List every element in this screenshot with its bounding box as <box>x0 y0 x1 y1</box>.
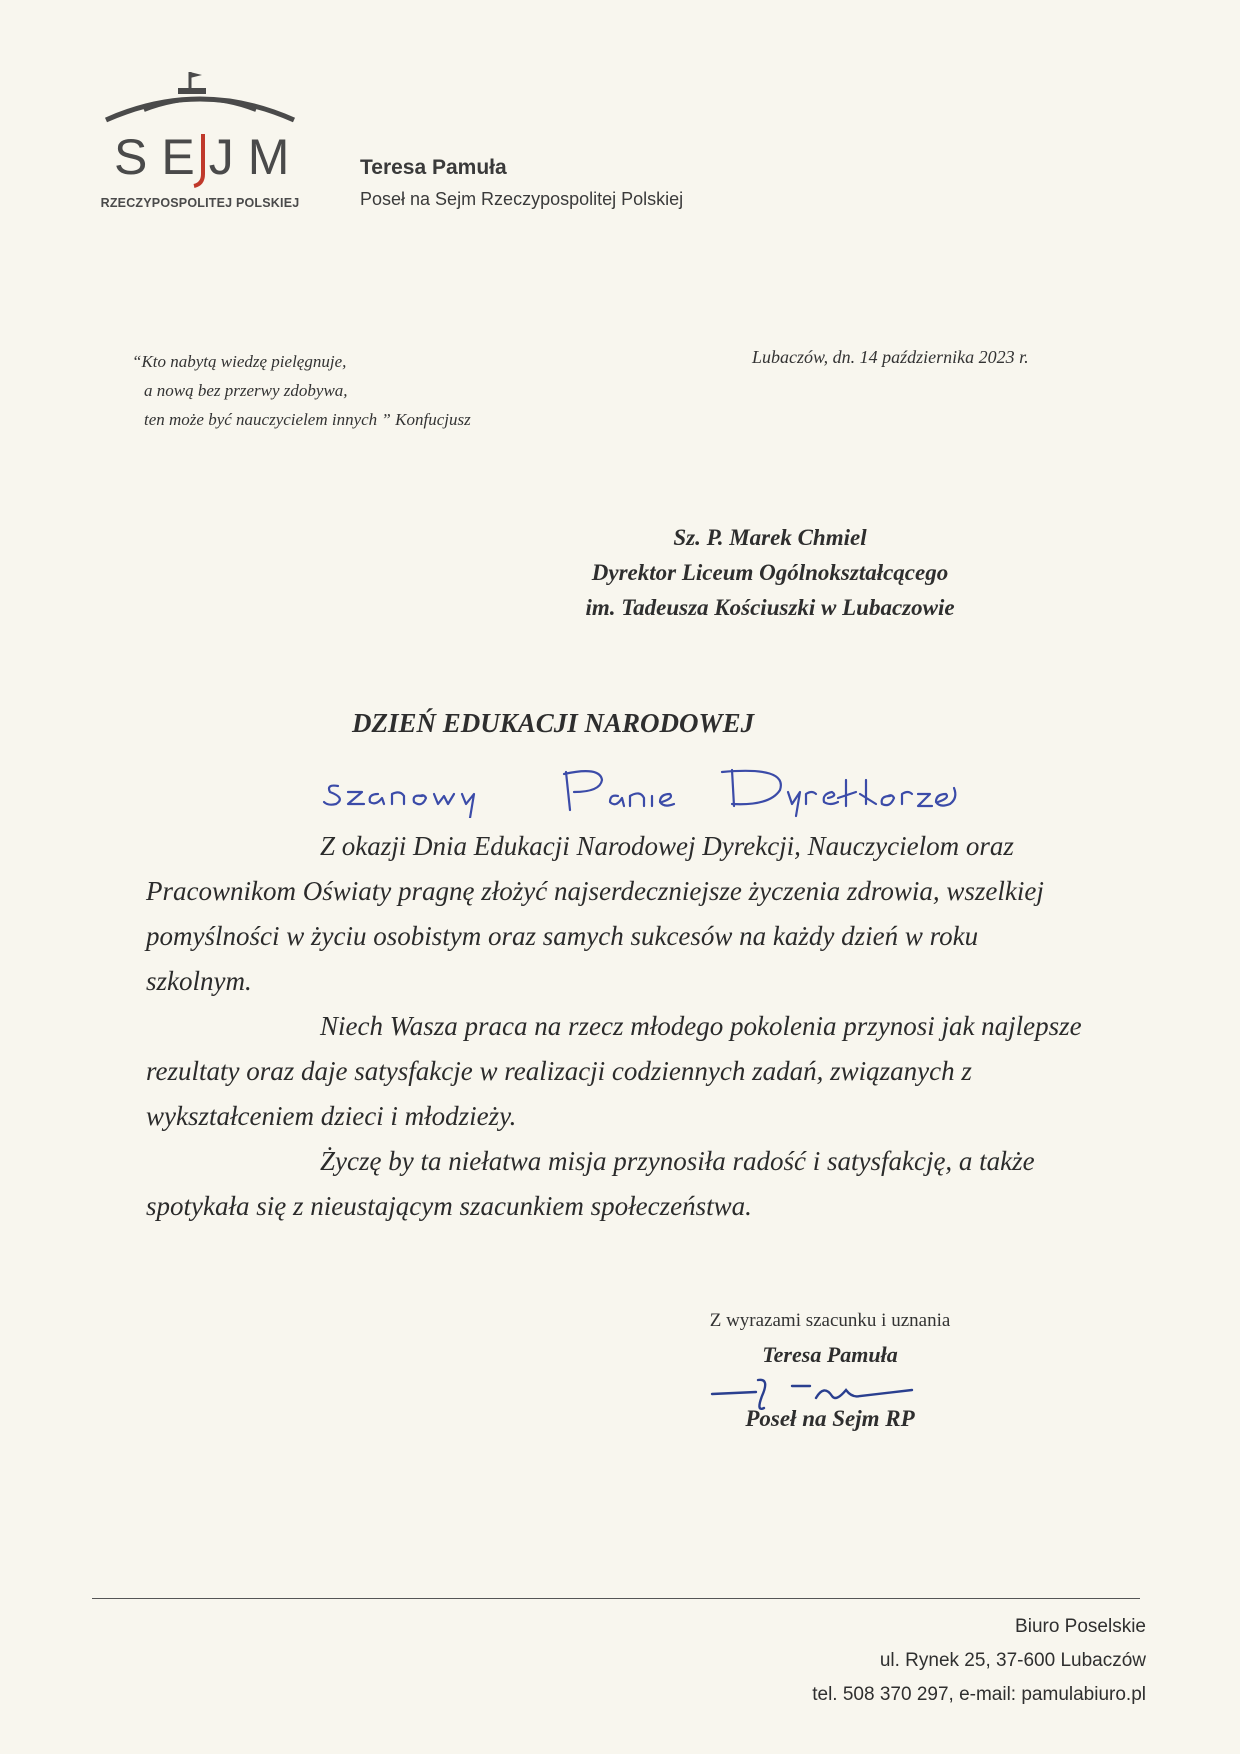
body-paragraph: Niech Wasza praca na rzecz młodego pokolenia przynosi jak najlepsze rezultaty oraz daje satysfakcje w realizacji codziennych zadań, związanych z wykształceniem dzieci i młodzieży. <box>146 1011 1082 1131</box>
letter-date: Lubaczów, dn. 14 października 2023 r. <box>752 347 1029 367</box>
quote-line: ten może być nauczycielem innych ” Konfucjusz <box>144 410 471 429</box>
footer-divider <box>92 1598 1140 1599</box>
handwriting-icon <box>318 758 998 818</box>
recipient-block <box>440 520 1100 625</box>
closing-greeting: Z wyrazami szacunku i uznania <box>709 1310 951 1331</box>
recipient-position: Dyrektor Liceum Ogólnokształcącego <box>591 560 949 585</box>
footer-contact <box>700 1610 1146 1712</box>
sejm-logo <box>100 68 304 218</box>
footer-contact-line: tel. 508 370 297, e-mail: pamulabiuro.pl <box>812 1684 1146 1705</box>
mp-name: Teresa Pamuła <box>360 156 507 179</box>
footer-address: ul. Rynek 25, 37-600 Lubaczów <box>879 1650 1146 1671</box>
quote-line: “Kto nabytą wiedzę pielęgnuje, <box>132 352 347 371</box>
logo-word: SEJM <box>114 129 304 185</box>
signatory-name: Teresa Pamuła <box>762 1342 898 1367</box>
body-paragraph: Z okazji Dnia Edukacji Narodowej Dyrekcji, Nauczycielom oraz Pracownikom Oświaty pragnę złożyć najserdeczniejsze życzenia zdrowia, wszelkiej pomyślności w życiu osobistym oraz samych sukcesów na każdy dzień w roku szkolnym. <box>146 831 1044 996</box>
recipient-school: im. Tadeusza Kościuszki w Lubaczowie <box>585 595 955 620</box>
letter-heading: DZIEŃ EDUKACJI NARODOWEJ <box>352 708 755 738</box>
mp-title: Poseł na Sejm Rzeczypospolitej Polskiej <box>360 189 684 209</box>
handwritten-salutation <box>318 758 998 818</box>
logo-red-accent <box>100 68 304 208</box>
signatory-role: Poseł na Sejm RP <box>745 1406 915 1431</box>
logo-subtitle: RZECZYPOSPOLITEJ POLSKIEJ <box>100 196 300 210</box>
confucius-quote <box>132 347 471 434</box>
letter-body <box>146 824 1090 1229</box>
quote-line: a nową bez przerwy zdobywa, <box>144 381 348 400</box>
recipient-name: Sz. P. Marek Chmiel <box>673 525 867 550</box>
body-paragraph: Życzę by ta niełatwa misja przynosiła radość i satysfakcję, a także spotykała się z nieustającym szacunkiem społeczeństwa. <box>146 1146 1035 1221</box>
footer-office: Biuro Poselskie <box>1015 1616 1146 1637</box>
